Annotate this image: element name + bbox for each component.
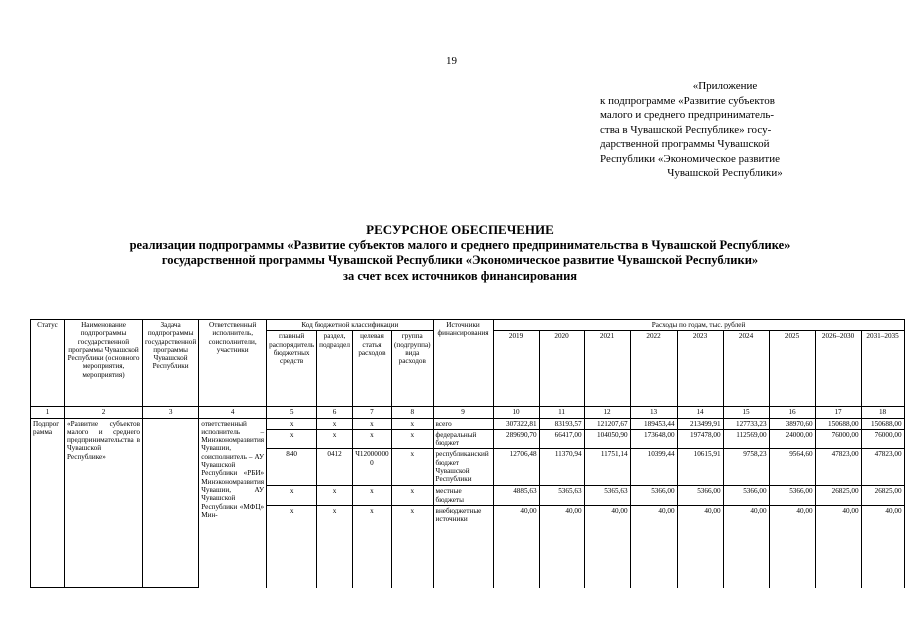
value-cell: 5365,63 — [584, 486, 630, 506]
appendix-line: малого и среднего предприниматель- — [600, 109, 775, 121]
header-year: 2022 — [630, 331, 677, 407]
value-cell: 11370,94 — [539, 449, 584, 486]
code-main-manager: x — [267, 486, 317, 506]
column-number: 16 — [769, 407, 815, 418]
column-number: 3 — [143, 407, 199, 418]
title-line: реализации подпрограммы «Развитие субъектов малого и среднего предпринимательства в Чувашской Республике» — [129, 237, 791, 252]
value-cell: 47823,00 — [861, 449, 904, 486]
column-number: 15 — [723, 407, 769, 418]
value-cell: 9564,60 — [769, 449, 815, 486]
value-cell: 104050,90 — [584, 429, 630, 449]
appendix-line: «Приложение — [692, 80, 758, 92]
value-cell: 11751,14 — [584, 449, 630, 486]
subprogram-name-cell: «Развитие субъектов малого и среднего предпринимательства в Чувашской Республике» — [65, 418, 143, 587]
header-row — [31, 320, 905, 331]
column-number: 14 — [677, 407, 723, 418]
column-number-row — [31, 407, 905, 418]
document-title — [50, 222, 870, 284]
column-number: 8 — [391, 407, 433, 418]
value-cell: 40,00 — [493, 506, 539, 588]
title-line: РЕСУРСНОЕ ОБЕСПЕЧЕНИЕ — [366, 222, 554, 237]
column-number: 9 — [433, 407, 493, 418]
value-cell: 4885,63 — [493, 486, 539, 506]
header-responsible: Ответственный исполнитель, соисполнители, участники — [199, 320, 267, 407]
value-cell: 189453,44 — [630, 418, 677, 429]
column-number: 6 — [317, 407, 353, 418]
title-line: государственной программы Чувашской Республики «Экономическое развитие Чувашской Республики» — [161, 253, 759, 267]
code-target-item: x — [352, 506, 391, 588]
value-cell: 5366,00 — [769, 486, 815, 506]
column-number: 18 — [861, 407, 904, 418]
code-main-manager: x — [267, 429, 317, 449]
resource-table — [30, 319, 905, 588]
header-year: 2023 — [677, 331, 723, 407]
value-cell: 40,00 — [815, 506, 861, 588]
value-cell: 307322,81 — [493, 418, 539, 429]
code-target-item: Ч120000000 — [352, 449, 391, 486]
source-cell: республиканский бюджет Чувашской Республики — [433, 449, 493, 486]
value-cell: 38970,60 — [769, 418, 815, 429]
column-number: 10 — [493, 407, 539, 418]
header-section: раздел, подраздел — [317, 331, 353, 407]
value-cell: 40,00 — [677, 506, 723, 588]
value-cell: 5366,00 — [630, 486, 677, 506]
code-expense-group: x — [391, 486, 433, 506]
header-year: 2031–2035 — [861, 331, 904, 407]
source-cell: всего — [433, 418, 493, 429]
value-cell: 5366,00 — [677, 486, 723, 506]
source-cell: внебюджетные источники — [433, 506, 493, 588]
column-number: 4 — [199, 407, 267, 418]
responsible-cell: ответственный исполнитель – Минэкономразвития Чувашии, соисполнитель – АУ Чувашской Республики «РБИ» Минэкономразвития Чувашии, АУ Чувашской Республики «МФЦ» Мин- — [199, 418, 267, 587]
value-cell: 127733,23 — [723, 418, 769, 429]
code-target-item: x — [352, 429, 391, 449]
column-number: 11 — [539, 407, 584, 418]
code-section: x — [317, 429, 353, 449]
column-number: 5 — [267, 407, 317, 418]
column-number: 1 — [31, 407, 65, 418]
column-number: 17 — [815, 407, 861, 418]
title-line: за счет всех источников финансирования — [342, 268, 578, 283]
code-target-item: x — [352, 486, 391, 506]
value-cell: 40,00 — [723, 506, 769, 588]
code-expense-group: x — [391, 506, 433, 588]
value-cell: 5366,00 — [723, 486, 769, 506]
value-cell: 40,00 — [769, 506, 815, 588]
status-cell: Подпрограмма — [31, 418, 65, 587]
appendix-line: ства в Чувашской Республике» госу- — [600, 123, 772, 136]
value-cell: 40,00 — [539, 506, 584, 588]
code-main-manager: 840 — [267, 449, 317, 486]
code-section: x — [317, 506, 353, 588]
value-cell: 12706,48 — [493, 449, 539, 486]
code-main-manager: x — [267, 418, 317, 429]
column-number: 12 — [584, 407, 630, 418]
header-task: Задача подпрограммы государственной программы Чувашской Республики — [143, 320, 199, 407]
value-cell: 289690,70 — [493, 429, 539, 449]
column-number: 2 — [65, 407, 143, 418]
table-row — [31, 418, 905, 429]
value-cell: 76000,00 — [815, 429, 861, 449]
header-expenses: Расходы по годам, тыс. рублей — [493, 320, 904, 331]
source-cell: местные бюджеты — [433, 486, 493, 506]
header-year: 2019 — [493, 331, 539, 407]
code-target-item: x — [352, 418, 391, 429]
code-section: 0412 — [317, 449, 353, 486]
header-expense-group: группа (подгруппа) вида расходов — [391, 331, 433, 407]
value-cell: 47823,00 — [815, 449, 861, 486]
header-name: Наименование подпрограммы государственной программы Чувашской Республики (основного мероприятия, мероприятия) — [65, 320, 143, 407]
header-year: 2025 — [769, 331, 815, 407]
code-section: x — [317, 418, 353, 429]
header-budget-code: Код бюджетной классификации — [267, 320, 433, 331]
source-cell: федеральный бюджет — [433, 429, 493, 449]
value-cell: 76000,00 — [861, 429, 904, 449]
value-cell: 112569,00 — [723, 429, 769, 449]
header-year: 2026–2030 — [815, 331, 861, 407]
value-cell: 40,00 — [584, 506, 630, 588]
column-number: 7 — [352, 407, 391, 418]
value-cell: 40,00 — [861, 506, 904, 588]
code-expense-group: x — [391, 429, 433, 449]
value-cell: 173648,00 — [630, 429, 677, 449]
code-section: x — [317, 486, 353, 506]
appendix-line: дарственной программы Чувашской — [600, 138, 770, 150]
code-expense-group: x — [391, 449, 433, 486]
value-cell: 83193,57 — [539, 418, 584, 429]
header-sources: Источники финансирования — [433, 320, 493, 407]
appendix-line: Чувашской Республики» — [667, 167, 783, 179]
header-year: 2020 — [539, 331, 584, 407]
value-cell: 26825,00 — [861, 486, 904, 506]
value-cell: 9758,23 — [723, 449, 769, 486]
value-cell: 40,00 — [630, 506, 677, 588]
value-cell: 26825,00 — [815, 486, 861, 506]
value-cell: 150688,00 — [815, 418, 861, 429]
value-cell: 66417,00 — [539, 429, 584, 449]
value-cell: 121207,67 — [584, 418, 630, 429]
header-status: Статус — [31, 320, 65, 407]
code-main-manager: x — [267, 506, 317, 588]
header-year: 2021 — [584, 331, 630, 407]
value-cell: 197478,00 — [677, 429, 723, 449]
header-target-item: целевая статья расходов — [352, 331, 391, 407]
task-cell — [143, 418, 199, 587]
value-cell: 5365,63 — [539, 486, 584, 506]
value-cell: 10399,44 — [630, 449, 677, 486]
value-cell: 24000,00 — [769, 429, 815, 449]
value-cell: 150688,00 — [861, 418, 904, 429]
appendix-note — [600, 79, 850, 181]
header-main-manager: главный распорядитель бюджетных средств — [267, 331, 317, 407]
page-number: 19 — [446, 55, 457, 67]
appendix-line: Республики «Экономическое развитие — [600, 152, 781, 165]
value-cell: 10615,91 — [677, 449, 723, 486]
header-year: 2024 — [723, 331, 769, 407]
value-cell: 213499,91 — [677, 418, 723, 429]
column-number: 13 — [630, 407, 677, 418]
code-expense-group: x — [391, 418, 433, 429]
appendix-line: к подпрограмме «Развитие субъектов — [600, 94, 775, 107]
